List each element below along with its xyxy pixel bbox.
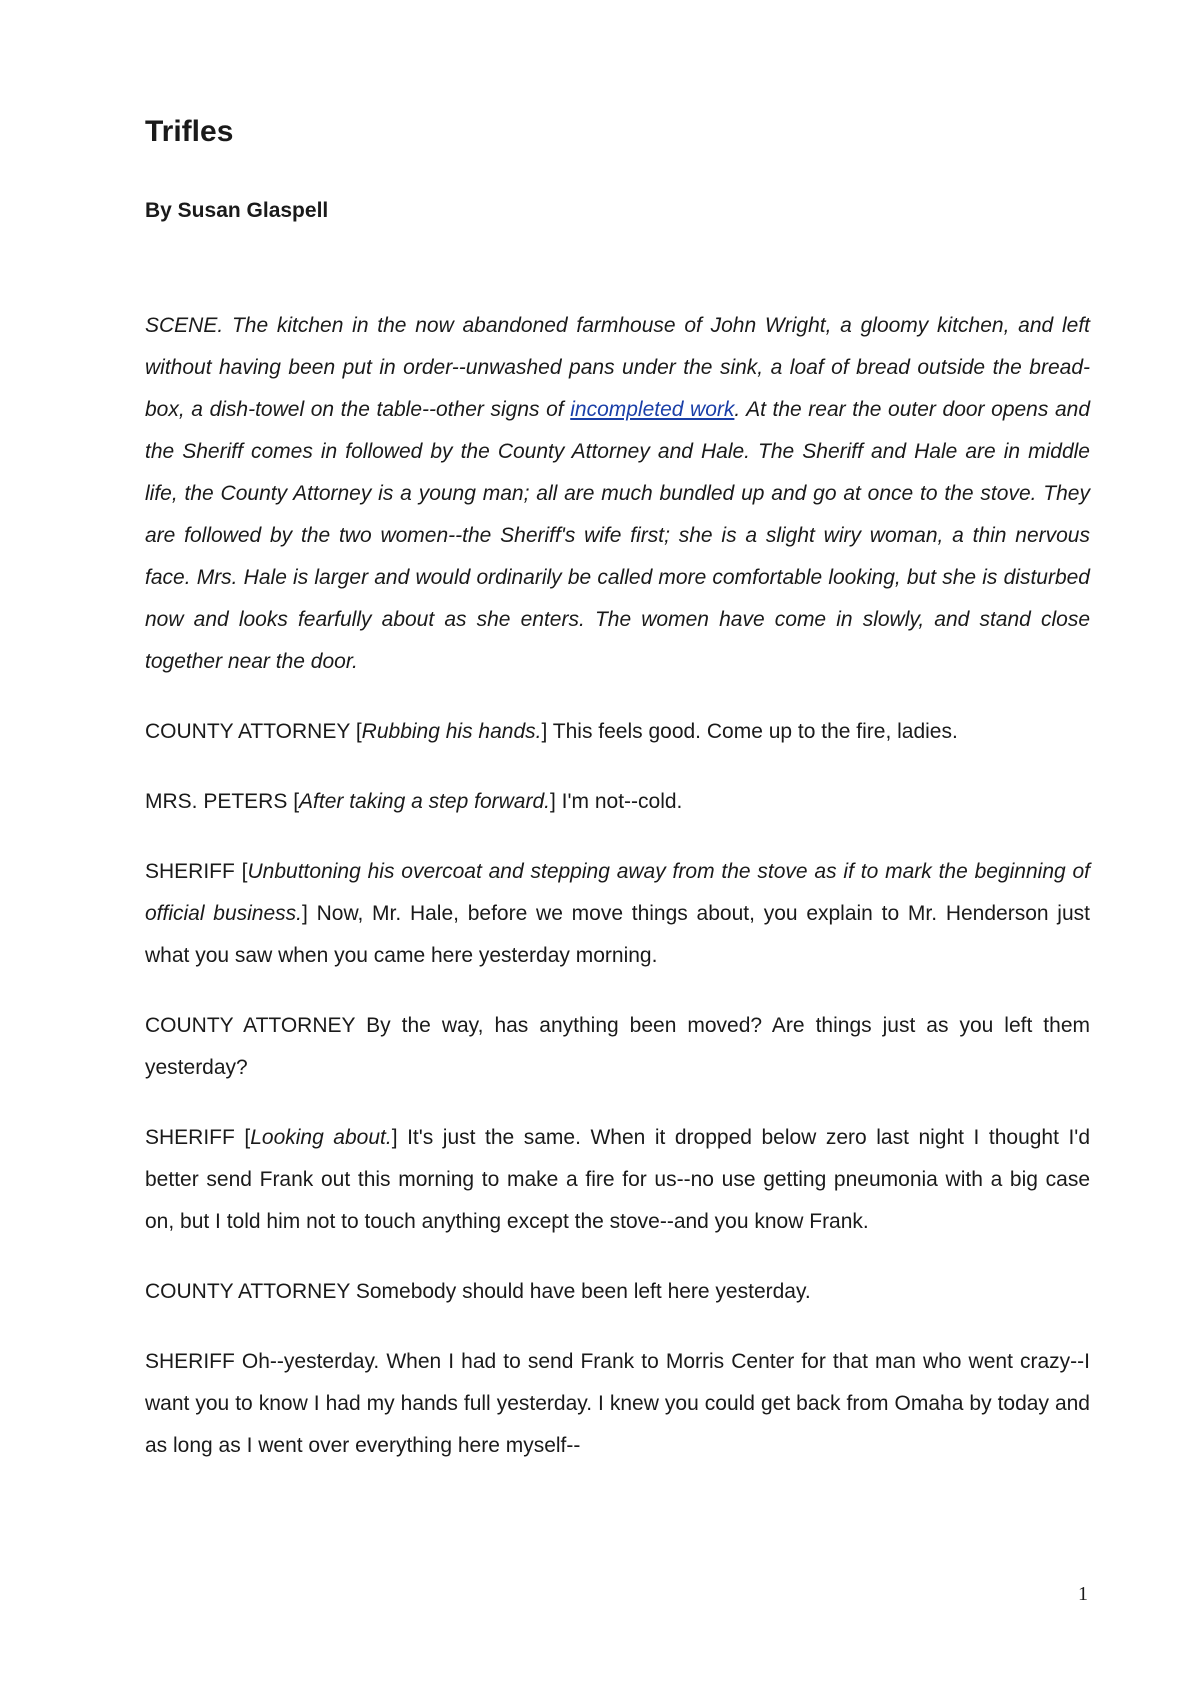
page-number: 1 bbox=[1078, 1583, 1088, 1605]
stage-direction: Unbuttoning his overcoat and stepping away from the stove as if to mark the beginning of official business. bbox=[145, 860, 1091, 925]
dialogue-text: I'm not--cold. bbox=[561, 790, 683, 813]
speaker-name: COUNTY ATTORNEY bbox=[145, 1280, 350, 1303]
speaker-name: COUNTY ATTORNEY bbox=[145, 720, 350, 743]
scene-text-before-link: SCENE. The kitchen in the now abandoned farmhouse of John Wright, a gloomy kitchen, and left without having been put in order--unwashed pans under the sink, a loaf of bread outside the bread-box, a dish-towel on the table--other signs of bbox=[145, 314, 1090, 421]
dialogue-text: Somebody should have been left here yesterday. bbox=[355, 1280, 811, 1303]
dialogue-line bbox=[145, 851, 1090, 977]
stage-direction: Looking about. bbox=[250, 1126, 392, 1149]
spacer bbox=[235, 1350, 242, 1373]
bracket-open: [ bbox=[234, 1126, 251, 1149]
dialogue-line bbox=[145, 1341, 1090, 1467]
bracket-close: ] bbox=[541, 720, 553, 743]
bracket-close: ] bbox=[550, 790, 562, 813]
stage-direction: After taking a step forward. bbox=[299, 790, 550, 813]
play-text bbox=[145, 305, 1090, 1495]
dialogue-line bbox=[145, 1271, 1090, 1313]
stage-direction: Rubbing his hands. bbox=[361, 720, 542, 743]
spacer bbox=[355, 1014, 366, 1037]
dialogue-text: This feels good. Come up to the fire, ladies. bbox=[552, 720, 958, 743]
speaker-name: SHERIFF bbox=[145, 1350, 235, 1373]
document-author: By Susan Glaspell bbox=[145, 199, 329, 222]
bracket-open: [ bbox=[287, 790, 300, 813]
bracket-close: ] bbox=[391, 1126, 408, 1149]
scene-text-after-link: . At the rear the outer door opens and the Sheriff comes in followed by the County Attorney and Hale. The Sheriff and Hale are in middle life, the County Attorney is a young man; all are much bundled up and go at once to the stove. They are followed by the two women--the Sheriff's wife first; she is a slight wiry woman, a thin nervous face. Mrs. Hale is larger and would ordinarily be called more comfortable looking, but she is disturbed now and looks fearfully about as she enters. The women have come in slowly, and stand close together near the door. bbox=[145, 398, 1091, 673]
speaker-name: COUNTY ATTORNEY bbox=[145, 1014, 356, 1037]
bracket-open: [ bbox=[350, 720, 362, 743]
dialogue-line bbox=[145, 1117, 1090, 1243]
dialogue-line bbox=[145, 1005, 1090, 1089]
speaker-name: MRS. PETERS bbox=[145, 790, 288, 813]
dialogue-line bbox=[145, 711, 1090, 753]
speaker-name: SHERIFF bbox=[145, 1126, 235, 1149]
dialogue-text: By the way, has anything been moved? Are things just as you left them yesterday? bbox=[145, 1014, 1090, 1079]
dialogue-text: It's just the same. When it dropped below zero last night I thought I'd better send Frank out this morning to make a fire for us--no use getting pneumonia with a big case on, but I told him not to touch anything except the stove--and you know Frank. bbox=[145, 1126, 1091, 1233]
bracket-close: ] bbox=[302, 902, 317, 925]
dialogue-text: Now, Mr. Hale, before we move things about, you explain to Mr. Henderson just what you saw when you came here yesterday morning. bbox=[145, 902, 1090, 967]
dialogue-text: Oh--yesterday. When I had to send Frank to Morris Center for that man who went crazy--I want you to know I had my hands full yesterday. I knew you could get back from Omaha by today and as long as I went over everything here myself-- bbox=[145, 1350, 1090, 1457]
dialogue-line bbox=[145, 781, 1090, 823]
bracket-open: [ bbox=[234, 860, 248, 883]
speaker-name: SHERIFF bbox=[145, 860, 235, 883]
document-title: Trifles bbox=[145, 115, 234, 148]
scene-description bbox=[145, 305, 1090, 683]
incompleted-work-link[interactable]: incompleted work bbox=[570, 398, 735, 421]
